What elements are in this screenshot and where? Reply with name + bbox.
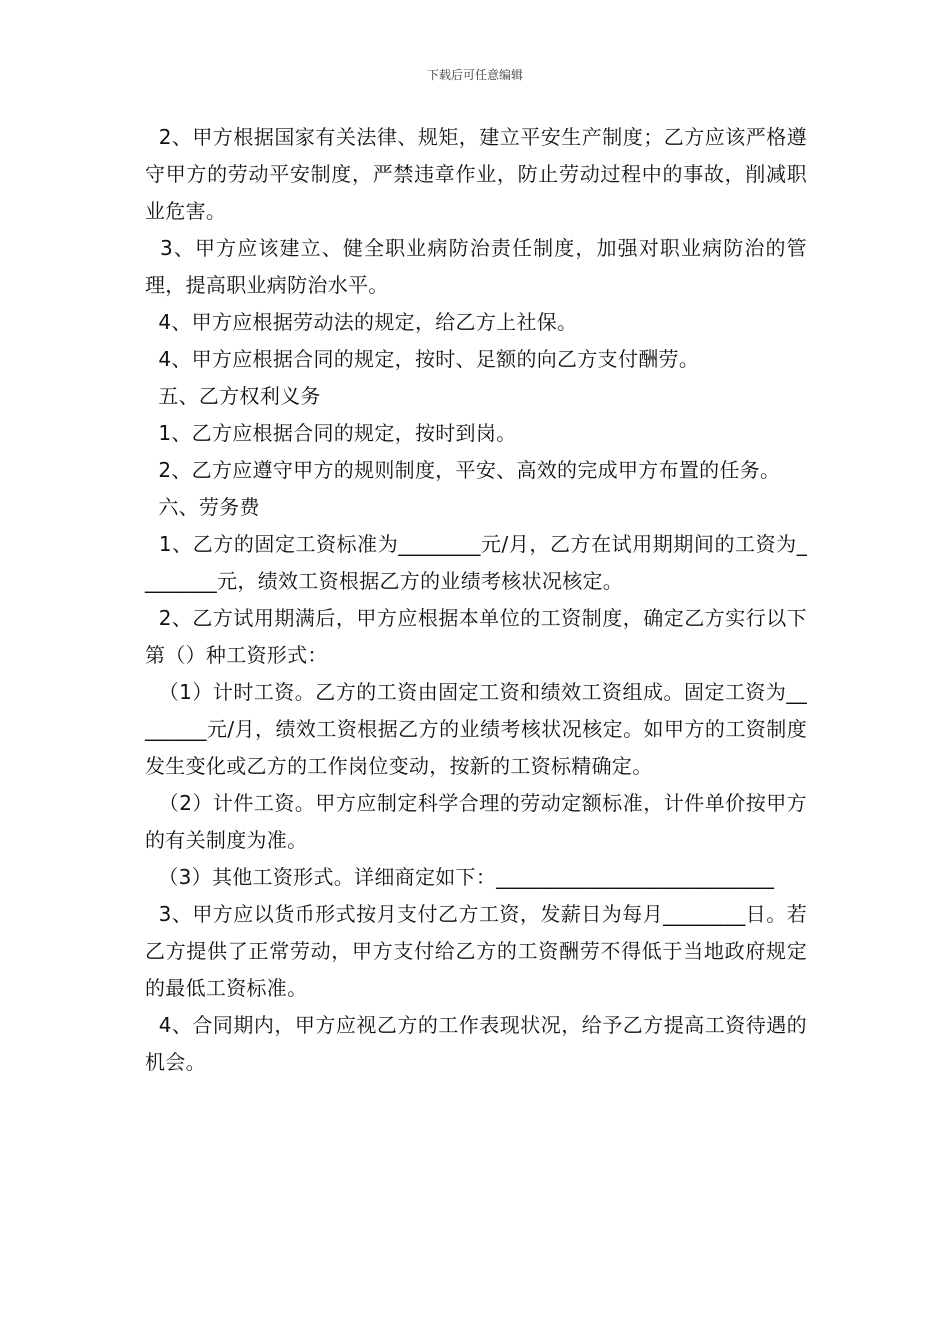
page-header: 下载后可任意编辑	[426, 68, 523, 82]
paragraph-on-time: 1、乙方应根据合同的规定，按时到岗。	[145, 421, 517, 445]
paragraph-occupational-disease: 3、甲方应该建立、健全职业病防治责任制度，加强对职业病防治的管理，提高职业病防治水平。	[145, 236, 807, 297]
paragraph-raise-opportunity: 4、合同期内，甲方应视乙方的工作表现状况，给予乙方提高工资待遇的机会。	[145, 1013, 807, 1074]
section-heading-party-b-rights: 五、乙方权利义务	[145, 384, 321, 408]
paragraph-piece-wage: （2）计件工资。甲方应制定科学合理的劳动定额标准，计件单价按甲方的有关制度为准。	[145, 791, 807, 852]
paragraph-social-insurance: 4、甲方应根据劳动法的规定，给乙方上社保。	[145, 310, 578, 334]
paragraph-other-wage: （3）其他工资形式。详细商定如下：___________________________	[145, 865, 775, 889]
paragraph-time-wage: （1）计时工资。乙方的工资由固定工资和绩效工资组成。固定工资为________元/月，绩效工资根据乙方的业绩考核状况核定。如甲方的工资制度发生变化或乙方的工作岗位变动，按新的工资标精确定。	[145, 680, 807, 778]
paragraph-salary-form: 2、乙方试用期满后，甲方应根据本单位的工资制度，确定乙方实行以下第（）种工资形式：	[145, 606, 807, 667]
paragraph-payday: 3、甲方应以货币形式按月支付乙方工资，发薪日为每月________日。若乙方提供了正常劳动，甲方支付给乙方的工资酬劳不得低于当地政府规定的最低工资标准。	[145, 902, 807, 1000]
section-heading-labor-fee: 六、劳务费	[145, 495, 260, 519]
document-body	[145, 119, 807, 1081]
paragraph-follow-rules: 2、乙方应遵守甲方的规则制度，平安、高效的完成甲方布置的任务。	[145, 458, 781, 482]
paragraph-safety-system: 2、甲方根据国家有关法律、规矩，建立平安生产制度；乙方应该严格遵守甲方的劳动平安制度，严禁违章作业，防止劳动过程中的事故，削减职业危害。	[145, 125, 807, 223]
paragraph-payment: 4、甲方应根据合同的规定，按时、足额的向乙方支付酬劳。	[145, 347, 700, 371]
paragraph-fixed-salary: 1、乙方的固定工资标准为________元/月，乙方在试用期期间的工资为________元，绩效工资根据乙方的业绩考核状况核定。	[145, 532, 807, 593]
